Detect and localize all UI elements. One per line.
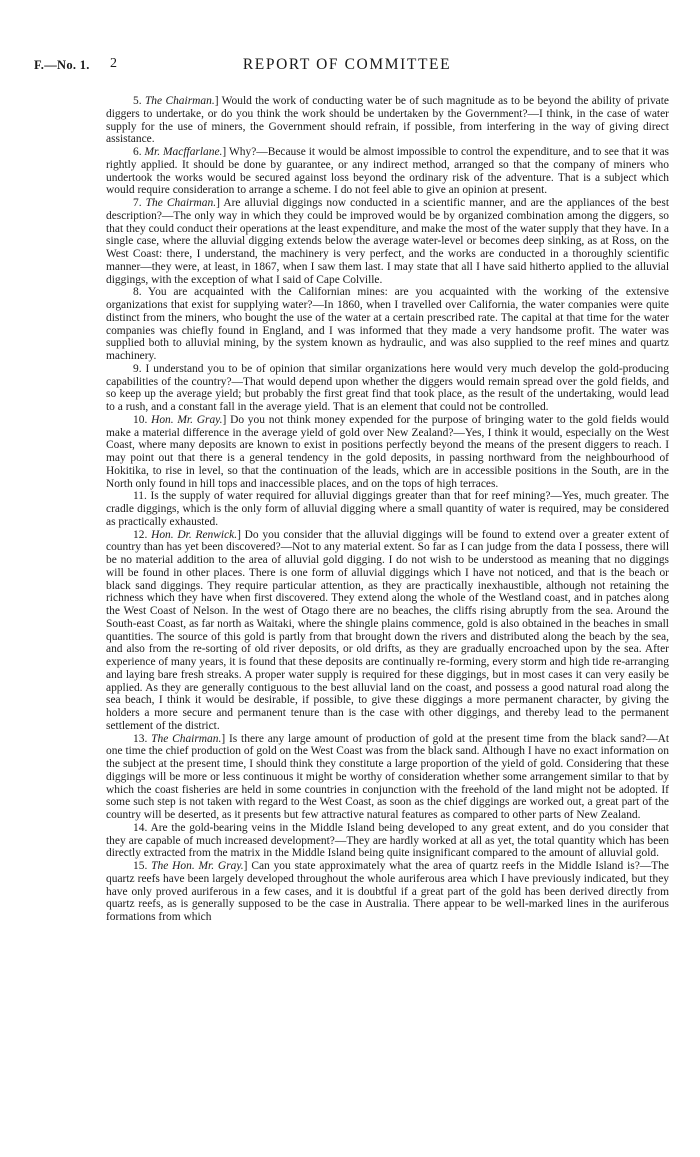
question-text: ] Can you state approximately what the area of quartz reefs in the Middle Island is?—The quartz reefs have been largely developed throughout the whole auriferous area which I have previously indicated, but they have only proved auriferous in a few cases, and it is doubtful if a great part of the gold has been derived directly from quartz reefs, as is generally supposed to be the case in Australia. There appear to be well-marked lines in the auriferous formations from which xyxy=(106,860,670,923)
question-text: ] Would the work of conducting water be of such magnitude as to be beyond the ability of private diggers to undertake, or do you think the work should be undertaken by the Government?—I think, in the case of water supply for the use of miners, the Government should refrain, if possible, from interfering in the way of giving direct assistance. xyxy=(106,95,669,146)
page-title: REPORT OF COMMITTEE xyxy=(242,56,452,73)
question-text: ] Do you not think money expended for the purpose of bringing water to the gold fields would make a material difference in the average yield of gold over New Zealand?—Yes, I think it would, especially on the West Coast, where many deposits are known to exist in positions perfectly beyond the means of the present diggers to reach. I may point out that there is a general tendency in the gold deposits, in passing northward from the neighbourhood of Hokitika, to rise in level, so that the continuation of the leads, which are in accessible positions in the South, are in the North only found in hill tops and inaccessible places, and on the tops of high terraces. xyxy=(106,413,670,490)
speaker-name: Hon. Dr. Renwick. xyxy=(151,528,238,541)
question-number: 12. xyxy=(133,528,148,541)
speaker-name: Hon. Mr. Gray. xyxy=(151,413,223,426)
question-text: ] Do you consider that the alluvial diggings will be found to extend over a greater extent of country than has yet been discovered?—Not to any material extent. So far as I can judge from the data I possess, there will be no material addition to the area of alluvial gold digging. I do not wish to be understood as meaning that no diggings will be found in other places. There is one form of alluvial diggings which I have not noticed, and that is the beach or black sand diggings. They require particular attention, as they are practically inexhaustible, although not retaining the richness which they have when first discovered. They extend along the whole of the Westland coast, and in patches along the West Coast of Nelson. In the west of Otago there are no beaches, the cliffs rising abruptly from the sea. Around the South-east Coast, as far north as Waitaki, where the shingle plains commence, gold is also obtained in the beaches in small quantities. The source of this gold is partly from that brought down the rivers and distributed along the beach by the sea, and also from the re-sorting of old river deposits, or old drifts, as they are gradually encroached upon by the sea. After experience of many years, it is found that these deposits are continually re-forming, every storm and high tide re-arranging and laying bare fresh streaks. A proper water supply is required for these diggings, but in most cases it can very easily be applied. As they are generally contiguous to the best alluvial land on the coast, and possess a good natural road along the sea beach, I think it would be desirable, if possible, to give these diggings a more permanent character, by giving the holders a more secure and permanent tenure than is the case with other diggings, and thereby lead to the permanent settlement of the district. xyxy=(106,528,670,732)
page-number: 2 xyxy=(110,56,117,71)
question-text: Are the gold-bearing veins in the Middle Island being developed to any great extent, and do you consider that they are capable of much increased development?—They are hardly worked at all as yet, the total quantity which has been directly extracted from the matrix in the Middle Island being quite insignificant compared to the amount of alluvial gold. xyxy=(106,821,669,860)
report-body xyxy=(106,95,669,924)
page-header xyxy=(34,56,660,78)
question-number: 5. xyxy=(133,95,142,107)
question-text: ] Why?—Because it would be almost impossible to control the expenditure, and to see that it was rightly applied. It should be done by guarantee, or any indirect method, arranged so that the company of miners who undertook the works would be secured against loss beyond the ordinary risk of the adventure. That is a subject which would require consideration to arrange a scheme. I do not feel able to give an opinion at present. xyxy=(106,146,670,197)
question-14 xyxy=(106,822,669,860)
question-number: 10. xyxy=(133,413,148,426)
question-number: 7. xyxy=(133,197,142,209)
question-text: ] Is there any large amount of production of gold at the present time from the black sand?—At one time the chief production of gold on the West Coast was from the black sand. Although I have no exact information on the subject at the present time, I should think they constitute a large proportion of the yield of gold. Considering that these diggings will be more or less continuous it might be worthy of consideration whether some arrangement similar to that by which the coast fisheries are held in some countries in conjunction with the freehold of the land might not be adopted. If some such step is not taken with regard to the West Coast, as soon as the chief diggings are worked out, a great part of the country will be deserted, as it presents but few attractive natural features as compared to other parts of New Zealand. xyxy=(106,732,670,821)
speaker-name: Mr. Macffarlane. xyxy=(144,146,223,158)
speaker-name: The Chairman. xyxy=(151,732,222,745)
question-number: 8. xyxy=(133,286,142,299)
question-text: ] Are alluvial diggings now conducted in a scientific manner, and are the appliances of the best description?—The only way in which they could be improved would be by organized combination among the diggers, so that they could conduct their operations at the least expenditure, and make the most of the water supply that they have. In a single case, where the alluvial digging extends below the average water-level or becomes deep sinking, as at Ross, on the West Coast: there, I understand, the machinery is very perfect, and the works are conducted in a thoroughly scientific manner—they were, at least, in 1867, when I saw them last. I may state that all I have said hitherto applied to the alluvial diggings, with the exception of what I said of Cape Colville. xyxy=(106,197,669,286)
question-6 xyxy=(106,146,669,197)
question-number: 11. xyxy=(133,490,147,503)
question-text: Is the supply of water required for alluvial diggings greater than that for reef mining?—Yes, much greater. The cradle diggings, which is the only form of alluvial digging where a small quantity of water is required, may be considered as practically exhausted. xyxy=(106,490,669,528)
question-number: 13. xyxy=(133,732,148,745)
question-number: 14. xyxy=(133,821,148,834)
question-15 xyxy=(106,860,669,924)
question-number: 9. xyxy=(133,362,142,375)
question-13 xyxy=(106,733,669,822)
speaker-name: The Hon. Mr. Gray. xyxy=(151,860,244,872)
question-text: I understand you to be of opinion that similar organizations here would very much develop the gold-producing capabilities of the country?—That would depend upon whether the diggers would remain spread over the gold fields, and so keep up the average yield; but probably the first great find that took place, as the result of the undertaking, would lead to a rush, and a constant fall in the average yield. That is an element that could not be controlled. xyxy=(106,362,669,413)
speaker-name: The Chairman. xyxy=(145,197,217,209)
question-11 xyxy=(106,490,669,528)
question-9 xyxy=(106,363,669,414)
question-number: 15. xyxy=(133,860,148,872)
question-number: 6. xyxy=(133,146,142,158)
document-reference: F.—No. 1. xyxy=(34,58,90,72)
question-8 xyxy=(106,286,669,363)
question-text: You are acquainted with the Californian mines: are you acquainted with the working of the extensive organizations that exist for supplying water?—In 1860, when I travelled over California, the water companies were quite distinct from the miners, who bought the use of the water at a certain prescribed rate. The capital at that time for the water companies was chiefly found in England, and I was informed that they made a very handsome profit. The water was supplied both to alluvial mining, by the system known as hydraulic, and was also supplied to the reef mines and quartz machinery. xyxy=(106,286,670,362)
question-10 xyxy=(106,414,669,491)
question-5 xyxy=(106,95,669,146)
question-12 xyxy=(106,529,669,733)
speaker-name: The Chairman. xyxy=(144,95,215,107)
question-7 xyxy=(106,197,669,286)
